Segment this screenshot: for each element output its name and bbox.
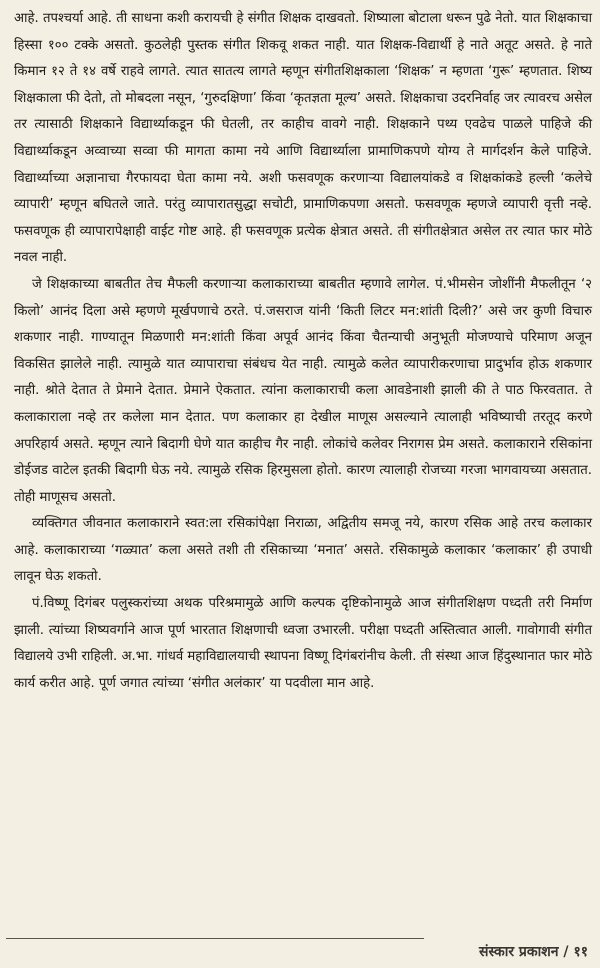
paragraph-1: आहे. तपश्चर्या आहे. ती साधना कशी करायची हे संगीत शिक्षक दाखवतो. शिष्याला बोटाला धरून पुढे नेतो. यात शिक्षकाचा हिस्सा १०० टक्के असतो. कुठलेही पुस्तक संगीत शिकवू शकत नाही. यात शिक्षक-विद्यार्थी हे नाते अतूट असते. हे नाते किमान १२ ते १४ वर्षे राहवे लागते. त्यात सातत्य लागते म्हणून संगीतशिक्षकाला ‘शिक्षक’ न म्हणता ‘गुरू’ म्हणतात. शिष्य शिक्षकाला फी देतो, तो मोबदला नसून, ‘गुरुदक्षिणा’ किंवा ‘कृतज्ञता मूल्य’ असते. शिक्षकाचा उदरनिर्वाह जर त्यावरच असेल तर त्यासाठी शिक्षकाने विद्यार्थ्याकडून फी घेतली, तर काहीच वावगे नाही. शिक्षकाने पथ्य एवढेच पाळले पाहिजे की विद्यार्थ्याकडून अव्वाच्या सव्वा फी मागता कामा नये आणि विद्यार्थ्याला प्रामाणिकपणे योग्य ते मार्गदर्शन केले पाहिजे. विद्यार्थ्याच्या अज्ञानाचा गैरफायदा घेता कामा नये. अशी फसवणूक करणाऱ्या विद्यालयांकडे व शिक्षकांकडे हल्ली ‘कलेचे व्यापारी’ म्हणून बघितले जाते. परंतु व्यापारातसुद्धा सचोटी, प्रामाणिकपणा असतो. फसवणूक म्हणजे व्यापारी वृत्ती नव्हे. फसवणूक ही व्यापारापेक्षाही वाईट गोष्ट आहे. ही फसवणूक प्रत्येक क्षेत्रात असते. ती संगीतक्षेत्रात असेल तर त्यात फार मोठे नवल नाही. [14, 11, 592, 266]
footer-rule [6, 938, 424, 939]
publisher-name: संस्कार प्रकाशन [479, 944, 559, 960]
footer-separator: / [558, 944, 574, 960]
paragraph-2: जे शिक्षकाच्या बाबतीत तेच मैफली करणाऱ्या कलाकाराच्या बाबतीत म्हणावे लागेल. पं.भीमसेन जोशींनी मैफलीतून ‘२ किलो’ आनंद दिला असे म्हणणे मूर्खपणाचे ठरते. पं.जसराज यांनी ‘किती लिटर मन:शांती दिली?’ असे जर कुणी विचारु शकणार नाही. गाण्यातून मिळणारी मन:शांती किंवा अपूर्व आनंद किंवा चैतन्याची अनुभूती मोजण्याचे परिमाण अजून विकसित झालेले नाही. त्यामुळे यात व्यापाराचा संबंधच येत नाही. त्यामुळे कलेत व्यापारीकरणाचा प्रादुर्भाव होऊ शकणार नाही. श्रोते देतात ते प्रेमाने देतात. प्रेमाने ऐकतात. त्यांना कलाकाराची कला आवडेनाशी झाली की ते पाठ फिरवतात. ते कलाकाराला नव्हे तर कलेला मान देतात. पण कलाकार हा देखील माणूस असल्याने त्यालाही भविष्याची तरतूद करणे अपरिहार्य असते. म्हणून त्याने बिदागी घेणे यात काहीच गैर नाही. लोकांचे कलेवर निरागस प्रेम असते. कलाकाराने रसिकांना डोईजड वाटेल इतकी बिदागी घेऊ नये. त्यामुळे रसिक हिरमुसला होतो. कारण त्यालाही रोजच्या गरजा भागवायच्या असतात. तोही माणूसच असतो. [14, 276, 592, 505]
paragraph-4: पं.विष्णू दिगंबर पलुस्करांच्या अथक परिश्रमामुळे आणि कल्पक दृष्टिकोनामुळे आज संगीतशिक्षण पध्दती तरी निर्माण झाली. त्यांच्या शिष्यवर्गाने आज पूर्ण भारतात शिक्षणाची ध्वजा उभारली. परीक्षा पध्दती अस्तित्वात आली. गावोगावी संगीत विद्यालये उभी राहिली. अ.भा. गांधर्व महाविद्यालयाची स्थापना विष्णू दिगंबरांनीच केली. ती संस्था आज हिंदुस्थानात फार मोठे कार्य करीत आहे. पूर्ण जगात त्यांच्या ‘संगीत अलंकार’ या पदवीला मान आहे. [14, 596, 592, 691]
page-footer [479, 942, 588, 961]
paragraph-3: व्यक्तिगत जीवनात कलाकाराने स्वत:ला रसिकांपेक्षा निराळा, अद्वितीय समजू नये, कारण रसिक आहे तरच कलाकार आहे. कलाकाराच्या ‘गळ्यात’ कला असते तशी ती रसिकाच्या ‘मनात’ असते. रसिकामुळे कलाकार ‘कलाकार’ ही उपाधी लावून घेऊ शकतो. [14, 516, 592, 585]
page-number: ११ [573, 944, 588, 960]
article-body [14, 6, 592, 697]
